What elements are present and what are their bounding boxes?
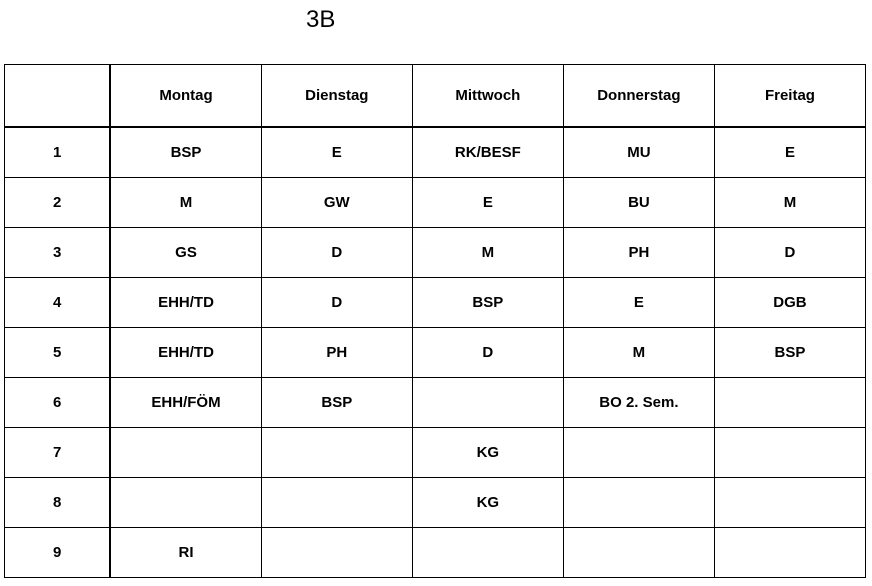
subject-cell-donnerstag: PH [563, 228, 714, 278]
subject-cell-mittwoch: KG [412, 428, 563, 478]
subject-cell-donnerstag [563, 478, 714, 528]
subject-cell-mittwoch: D [412, 328, 563, 378]
subject-cell-donnerstag: BU [563, 178, 714, 228]
subject-cell-freitag [714, 528, 865, 578]
subject-cell-montag [110, 478, 261, 528]
subject-cell-montag: EHH/FÖM [110, 378, 261, 428]
period-number: 9 [5, 528, 111, 578]
table-row [5, 127, 866, 178]
subject-cell-dienstag: BSP [261, 378, 412, 428]
subject-cell-donnerstag: BO 2. Sem. [563, 378, 714, 428]
subject-cell-montag [110, 428, 261, 478]
subject-cell-dienstag: PH [261, 328, 412, 378]
subject-cell-mittwoch: BSP [412, 278, 563, 328]
day-header-freitag: Freitag [714, 65, 865, 128]
period-number: 1 [5, 127, 111, 178]
subject-cell-mittwoch: KG [412, 478, 563, 528]
subject-cell-freitag: BSP [714, 328, 865, 378]
table-row [5, 228, 866, 278]
period-number: 7 [5, 428, 111, 478]
table-row [5, 528, 866, 578]
subject-cell-freitag [714, 378, 865, 428]
subject-cell-montag: EHH/TD [110, 328, 261, 378]
subject-cell-freitag: M [714, 178, 865, 228]
subject-cell-dienstag: D [261, 228, 412, 278]
table-row [5, 478, 866, 528]
corner-cell [5, 65, 111, 128]
subject-cell-donnerstag [563, 428, 714, 478]
subject-cell-montag: EHH/TD [110, 278, 261, 328]
period-number: 3 [5, 228, 111, 278]
subject-cell-dienstag: GW [261, 178, 412, 228]
subject-cell-mittwoch: RK/BESF [412, 127, 563, 178]
day-header-donnerstag: Donnerstag [563, 65, 714, 128]
subject-cell-freitag [714, 428, 865, 478]
timetable [4, 64, 866, 578]
subject-cell-dienstag: D [261, 278, 412, 328]
subject-cell-mittwoch [412, 528, 563, 578]
header-row [5, 65, 866, 128]
table-row [5, 178, 866, 228]
subject-cell-freitag: D [714, 228, 865, 278]
period-number: 5 [5, 328, 111, 378]
subject-cell-freitag: E [714, 127, 865, 178]
subject-cell-donnerstag: E [563, 278, 714, 328]
day-header-mittwoch: Mittwoch [412, 65, 563, 128]
page-title: 3B [306, 6, 336, 33]
subject-cell-mittwoch: M [412, 228, 563, 278]
subject-cell-dienstag [261, 428, 412, 478]
table-row [5, 278, 866, 328]
subject-cell-freitag [714, 478, 865, 528]
subject-cell-dienstag: E [261, 127, 412, 178]
period-number: 4 [5, 278, 111, 328]
subject-cell-donnerstag [563, 528, 714, 578]
table-row [5, 328, 866, 378]
day-header-montag: Montag [110, 65, 261, 128]
subject-cell-mittwoch [412, 378, 563, 428]
day-header-dienstag: Dienstag [261, 65, 412, 128]
table-row [5, 428, 866, 478]
subject-cell-freitag: DGB [714, 278, 865, 328]
subject-cell-mittwoch: E [412, 178, 563, 228]
subject-cell-montag: BSP [110, 127, 261, 178]
table-row [5, 378, 866, 428]
subject-cell-montag: RI [110, 528, 261, 578]
period-number: 2 [5, 178, 111, 228]
period-number: 8 [5, 478, 111, 528]
subject-cell-donnerstag: M [563, 328, 714, 378]
subject-cell-donnerstag: MU [563, 127, 714, 178]
period-number: 6 [5, 378, 111, 428]
subject-cell-dienstag [261, 528, 412, 578]
subject-cell-dienstag [261, 478, 412, 528]
subject-cell-montag: GS [110, 228, 261, 278]
subject-cell-montag: M [110, 178, 261, 228]
